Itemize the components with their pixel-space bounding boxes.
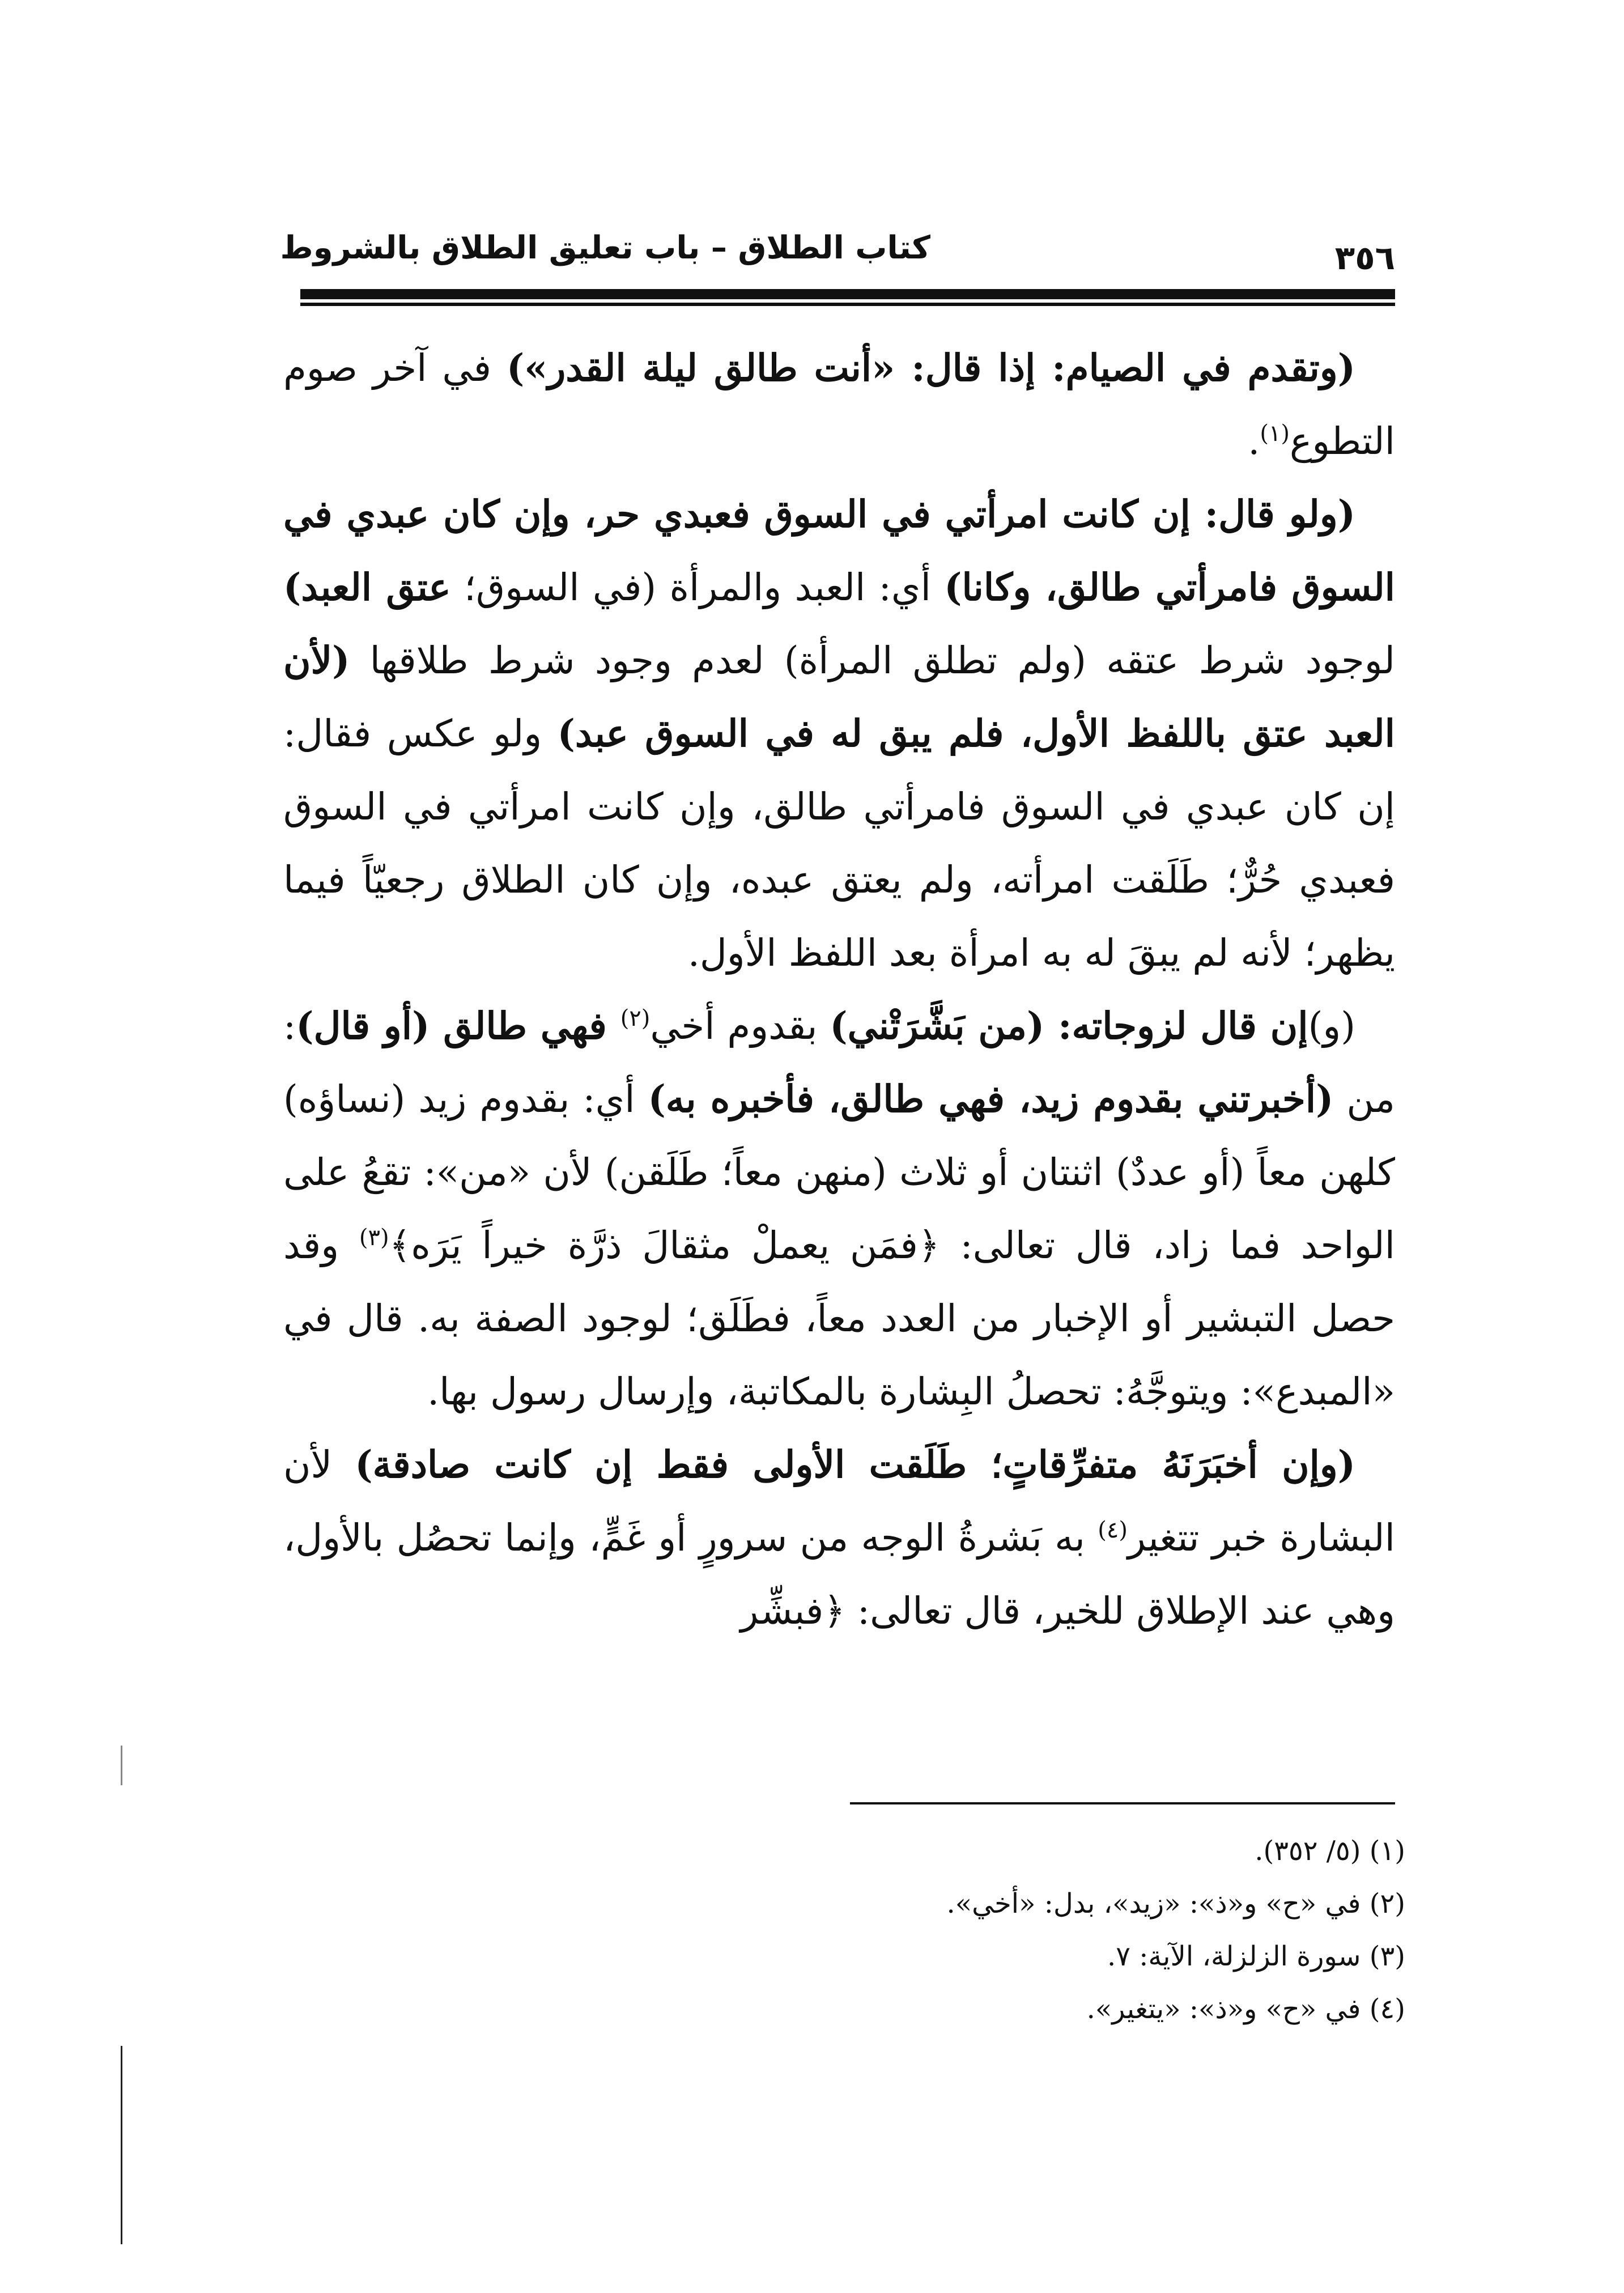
paragraph-1 bbox=[283, 332, 1395, 478]
scan-margin-line bbox=[121, 2046, 122, 2244]
bold-matn: فهي طالق (أو قال) bbox=[296, 1004, 620, 1048]
footnote-ref-4[interactable]: (٤) bbox=[1098, 1517, 1128, 1543]
paragraph-3 bbox=[283, 990, 1395, 1428]
footnotes bbox=[510, 1825, 1405, 2036]
footnote-ref-3[interactable]: (٣) bbox=[359, 1225, 389, 1251]
sharh-text: لأن البشارة خبر تتغير bbox=[283, 1443, 1395, 1560]
bold-matn: إن قال لزوجاته: (من بَشَّرَتْني) bbox=[830, 1004, 1308, 1048]
page-number: ٣٥٦ bbox=[1334, 239, 1395, 277]
sharh-text: ولو عكس فقال: إن كان عبدي في السوق فامرأتي طالق، وإن كانت امرأتي في السوق فعبدي حُرٌّ؛ طَلَقت امرأته، ولم يعتق عبده، وإن كان الطلاق رجعيّاً فيما يظهر؛ لأنه لم يبقَ له به امرأة بعد اللفظ الأول. bbox=[283, 712, 1396, 975]
paragraph-4 bbox=[283, 1428, 1395, 1647]
sharh-text: : من bbox=[283, 1004, 1396, 1121]
sharh-text: أي: العبد والمرأة (في السوق؛ bbox=[450, 566, 945, 609]
bold-matn: (لأن العبد عتق باللفظ الأول، فلم يبق له في السوق عبد) bbox=[283, 638, 1395, 755]
header-rule-thin bbox=[300, 303, 1395, 306]
bold-matn: (وإن أخبَرَنَهُ متفرِّقاتٍ؛ طَلَقت الأولى فقط إن كانت صادقة) bbox=[355, 1442, 1355, 1487]
sharh-text: . bbox=[1248, 419, 1260, 463]
sharh-text: بقدوم أخي bbox=[650, 1004, 830, 1048]
footnote-4: (٤) في «ح» و«ذ»: «يتغير». bbox=[1086, 1993, 1405, 2025]
sharh-text: أي: بقدوم زيد (نساؤه) كلهن معاً (أو عددٌ) اثنتان أو ثلاث (منهن معاً؛ طَلَقن) لأن «من»: تقعُ على الواحد فما زاد، قال تعالى: ﴿فمَن يعملْ مثقالَ ذرَّة خيراً يَرَه﴾ bbox=[283, 1077, 1395, 1267]
sharh-text: (و) bbox=[1308, 1004, 1355, 1048]
sharh-text: به بَشرةُ الوجه من سرورٍ أو غَمٍّ، وإنما تحصُل بالأول، وهي عند الإطلاق للخير، قال تعالى: ﴿فبشِّر bbox=[283, 1516, 1395, 1633]
footnote-ref-2[interactable]: (٢) bbox=[620, 1005, 651, 1031]
bold-matn: عتق العبد) bbox=[283, 565, 451, 609]
bold-matn: (أخبرتني بقدوم زيد، فهي طالق، فأخبره به) bbox=[648, 1077, 1334, 1121]
main-text bbox=[283, 332, 1395, 1647]
footnote-3: (٣) سورة الزلزلة، الآية: ٧. bbox=[1107, 1940, 1405, 1972]
scan-margin-mark bbox=[121, 1746, 122, 1785]
footnote-ref-1[interactable]: (١) bbox=[1260, 421, 1290, 447]
sharh-text: في آخر صوم التطوع bbox=[283, 346, 1395, 463]
footnote-1: (١) (٥/ ٣٥٢). bbox=[1255, 1835, 1405, 1867]
paragraph-2 bbox=[283, 478, 1395, 990]
bold-matn: (وتقدم في الصيام: إذا قال: «أنت طالق ليلة القدر») bbox=[506, 346, 1355, 390]
running-title: كتاب الطلاق – باب تعليق الطلاق بالشروط bbox=[280, 230, 930, 266]
footnote-2: (٢) في «ح» و«ذ»: «زيد»، بدل: «أخي». bbox=[946, 1888, 1405, 1920]
header-rule-thick bbox=[300, 289, 1395, 299]
bold-matn: (ولو قال: إن كانت امرأتي في السوق فعبدي حر، وإن كان عبدي في السوق فامرأتي طالق، وكانا) bbox=[283, 492, 1396, 609]
sharh-text: لوجود شرط عتقه (ولم تطلق المرأة) لعدم وجود شرط طلاقها bbox=[350, 639, 1395, 682]
footnote-separator bbox=[850, 1802, 1395, 1804]
sharh-text: وقد حصل التبشير أو الإخبار من العدد معاً، فطَلَق؛ لوجود الصفة به. قال في «المبدع»: ويتوجَّهُ: تحصلُ البِشارة بالمكاتبة، وإرسال رسول بها. bbox=[283, 1224, 1395, 1413]
page-header bbox=[280, 224, 1395, 286]
